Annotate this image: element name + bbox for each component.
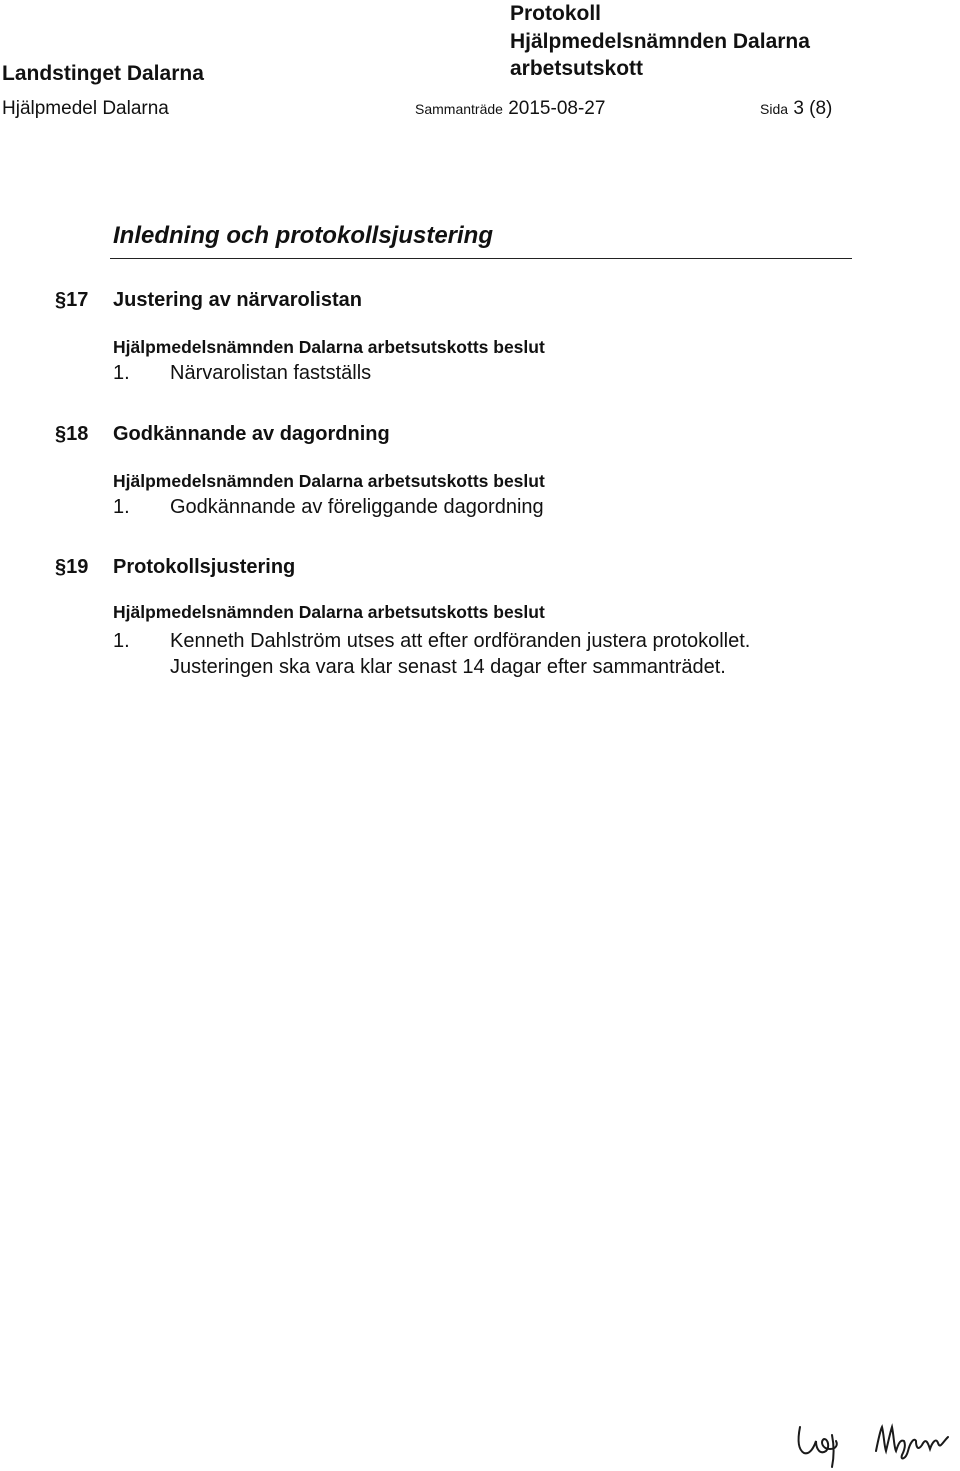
decision-label-17: Hjälpmedelsnämnden Dalarna arbetsutskotts beslut (113, 337, 545, 357)
section-heading: Inledning och protokollsjustering (113, 222, 494, 249)
paragraph-number-18: §18 (55, 423, 89, 445)
heading-rule (110, 258, 852, 259)
board-name: Hjälpmedelsnämnden Dalarna (510, 30, 810, 53)
document-type: Protokoll (510, 2, 602, 25)
decision-item-number: 1. (113, 362, 130, 384)
decision-label-19: Hjälpmedelsnämnden Dalarna arbetsutskotts beslut (113, 602, 545, 622)
decision-item-number: 1. (113, 630, 130, 652)
decision-item-text-line-2: Justeringen ska vara klar senast 14 dagar efter sammanträdet. (170, 656, 726, 678)
decision-label-18: Hjälpmedelsnämnden Dalarna arbetsutskotts beslut (113, 471, 545, 491)
decision-item-number: 1. (113, 496, 130, 518)
page-info (760, 98, 832, 120)
page-number: 3 (8) (793, 98, 833, 119)
paragraph-number-19: §19 (55, 556, 89, 578)
meeting-label: Sammanträde (415, 101, 503, 117)
signature-initials-2 (872, 1415, 952, 1471)
decision-item-text: Kenneth Dahlström utses att efter ordföranden justera protokollet. (170, 630, 751, 652)
decision-item-text: Godkännande av föreliggande dagordning (170, 496, 544, 518)
committee-name: arbetsutskott (510, 57, 644, 80)
page-label: Sida (760, 101, 789, 117)
signature-initials-1 (792, 1415, 852, 1471)
decision-item-text: Närvarolistan fastställs (170, 362, 372, 384)
paragraph-title-19: Protokollsjustering (113, 556, 296, 578)
paragraph-number-17: §17 (55, 289, 89, 311)
meeting-date: 2015-08-27 (508, 98, 606, 119)
paragraph-title-17: Justering av närvarolistan (113, 289, 362, 311)
paragraph-title-18: Godkännande av dagordning (113, 423, 390, 445)
organization-name: Landstinget Dalarna (2, 62, 204, 85)
meeting-info (415, 98, 605, 120)
department-name: Hjälpmedel Dalarna (2, 98, 169, 119)
